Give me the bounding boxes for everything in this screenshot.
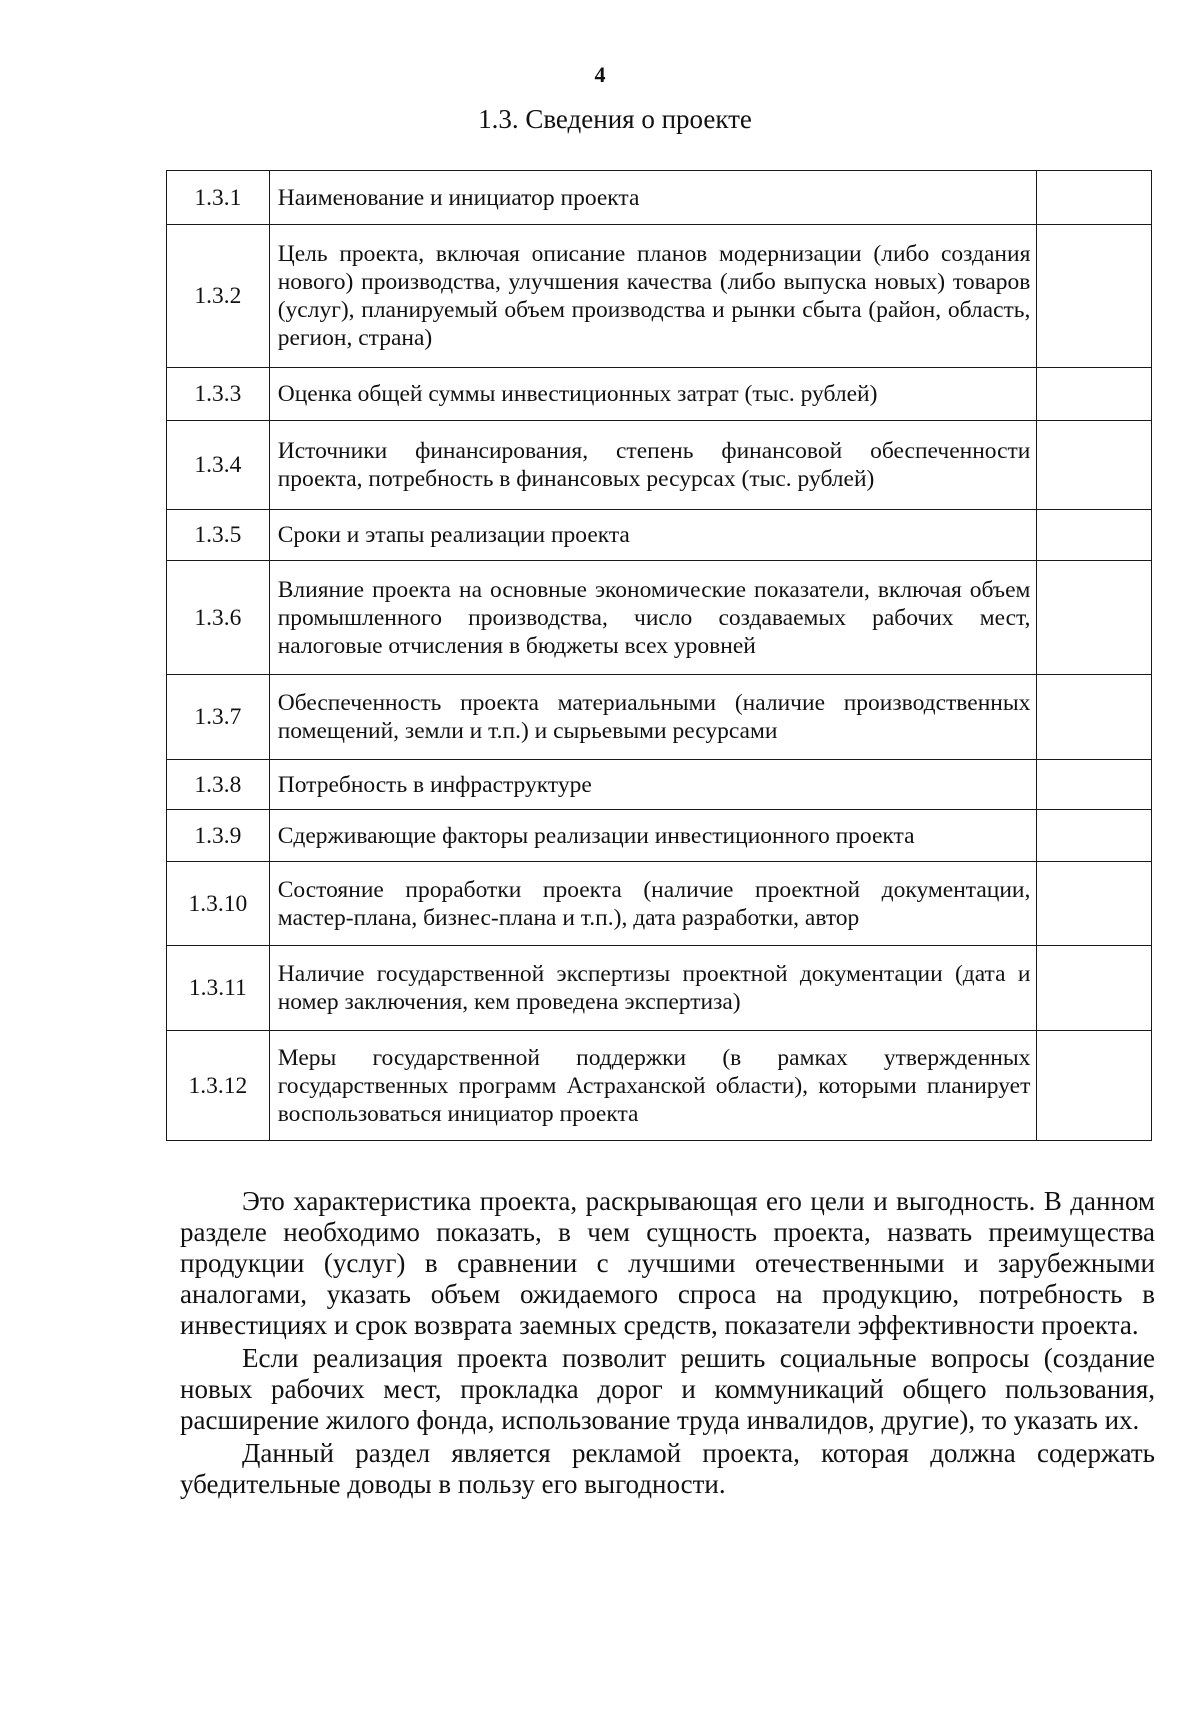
- row-number: 1.3.6: [167, 561, 270, 675]
- section-title: 1.3. Сведения о проекте: [478, 104, 752, 134]
- row-number: 1.3.10: [167, 862, 270, 946]
- row-number: 1.3.1: [167, 171, 270, 225]
- table-row: [167, 1031, 1152, 1141]
- row-description: Источники финансирования, степень финансовой обеспеченности проекта, потребность в финансовых ресурсах (тыс. рублей): [269, 421, 1037, 510]
- row-number: 1.3.2: [167, 225, 270, 368]
- row-value-cell: [1037, 1031, 1152, 1141]
- row-description: Наличие государственной экспертизы проектной документации (дата и номер заключения, кем проведена экспертиза): [269, 946, 1037, 1031]
- project-info-table: [166, 170, 1152, 1141]
- paragraph: Это характеристика проекта, раскрывающая его цели и выгодность. В данном разделе необходимо показать, в чем сущность проекта, назвать преимущества продукции (услуг) в сравнении с лучшими отечественными и зарубежными аналогами, указать объем ожидаемого спроса на продукцию, потребность в инвестициях и срок возврата заемных средств, показатели эффективности проекта.: [180, 1186, 1155, 1340]
- row-description: Оценка общей суммы инвестиционных затрат (тыс. рублей): [269, 368, 1037, 421]
- row-description: Потребность в инфраструктуре: [269, 760, 1037, 810]
- row-description: Сроки и этапы реализации проекта: [269, 510, 1037, 561]
- table-row: [167, 171, 1152, 225]
- row-value-cell: [1037, 171, 1152, 225]
- row-number: 1.3.4: [167, 421, 270, 510]
- table-row: [167, 368, 1152, 421]
- table-row: [167, 225, 1152, 368]
- row-description: Состояние проработки проекта (наличие проектной документации, мастер-плана, бизнес-плана и т.п.), дата разработки, автор: [269, 862, 1037, 946]
- row-description: Сдерживающие факторы реализации инвестиционного проекта: [269, 810, 1037, 862]
- row-number: 1.3.3: [167, 368, 270, 421]
- table-row: [167, 810, 1152, 862]
- row-description: Наименование и инициатор проекта: [269, 171, 1037, 225]
- table-row: [167, 561, 1152, 675]
- table-row: [167, 946, 1152, 1031]
- paragraph: Если реализация проекта позволит решить социальные вопросы (создание новых рабочих мест, прокладка дорог и коммуникаций общего пользования, расширение жилого фонда, использование труда инвалидов, другие), то указать их.: [180, 1343, 1155, 1435]
- row-value-cell: [1037, 561, 1152, 675]
- row-description: Влияние проекта на основные экономические показатели, включая объем промышленного производства, число создаваемых рабочих мест, налоговые отчисления в бюджеты всех уровней: [269, 561, 1037, 675]
- row-description: Обеспеченность проекта материальными (наличие производственных помещений, земли и т.п.) и сырьевыми ресурсами: [269, 675, 1037, 760]
- row-number: 1.3.8: [167, 760, 270, 810]
- row-value-cell: [1037, 946, 1152, 1031]
- row-value-cell: [1037, 225, 1152, 368]
- table-row: [167, 510, 1152, 561]
- row-number: 1.3.7: [167, 675, 270, 760]
- row-value-cell: [1037, 675, 1152, 760]
- paragraph: Данный раздел является рекламой проекта, которая должна содержать убедительные доводы в пользу его выгодности.: [180, 1438, 1155, 1499]
- row-value-cell: [1037, 421, 1152, 510]
- table-row: [167, 760, 1152, 810]
- row-number: 1.3.12: [167, 1031, 270, 1141]
- page-number: 4: [594, 62, 606, 87]
- row-number: 1.3.5: [167, 510, 270, 561]
- table-row: [167, 421, 1152, 510]
- table-row: [167, 862, 1152, 946]
- row-value-cell: [1037, 760, 1152, 810]
- row-value-cell: [1037, 810, 1152, 862]
- table-row: [167, 675, 1152, 760]
- row-value-cell: [1037, 862, 1152, 946]
- row-number: 1.3.11: [167, 946, 270, 1031]
- row-description: Меры государственной поддержки (в рамках утвержденных государственных программ Астраханской области), которыми планирует воспользоваться инициатор проекта: [269, 1031, 1037, 1141]
- row-number: 1.3.9: [167, 810, 270, 862]
- row-description: Цель проекта, включая описание планов модернизации (либо создания нового) производства, улучшения качества (либо выпуска новых) товаров (услуг), планируемый объем производства и рынки сбыта (район, область, регион, страна): [269, 225, 1037, 368]
- row-value-cell: [1037, 368, 1152, 421]
- row-value-cell: [1037, 510, 1152, 561]
- body-text: [180, 1186, 1155, 1500]
